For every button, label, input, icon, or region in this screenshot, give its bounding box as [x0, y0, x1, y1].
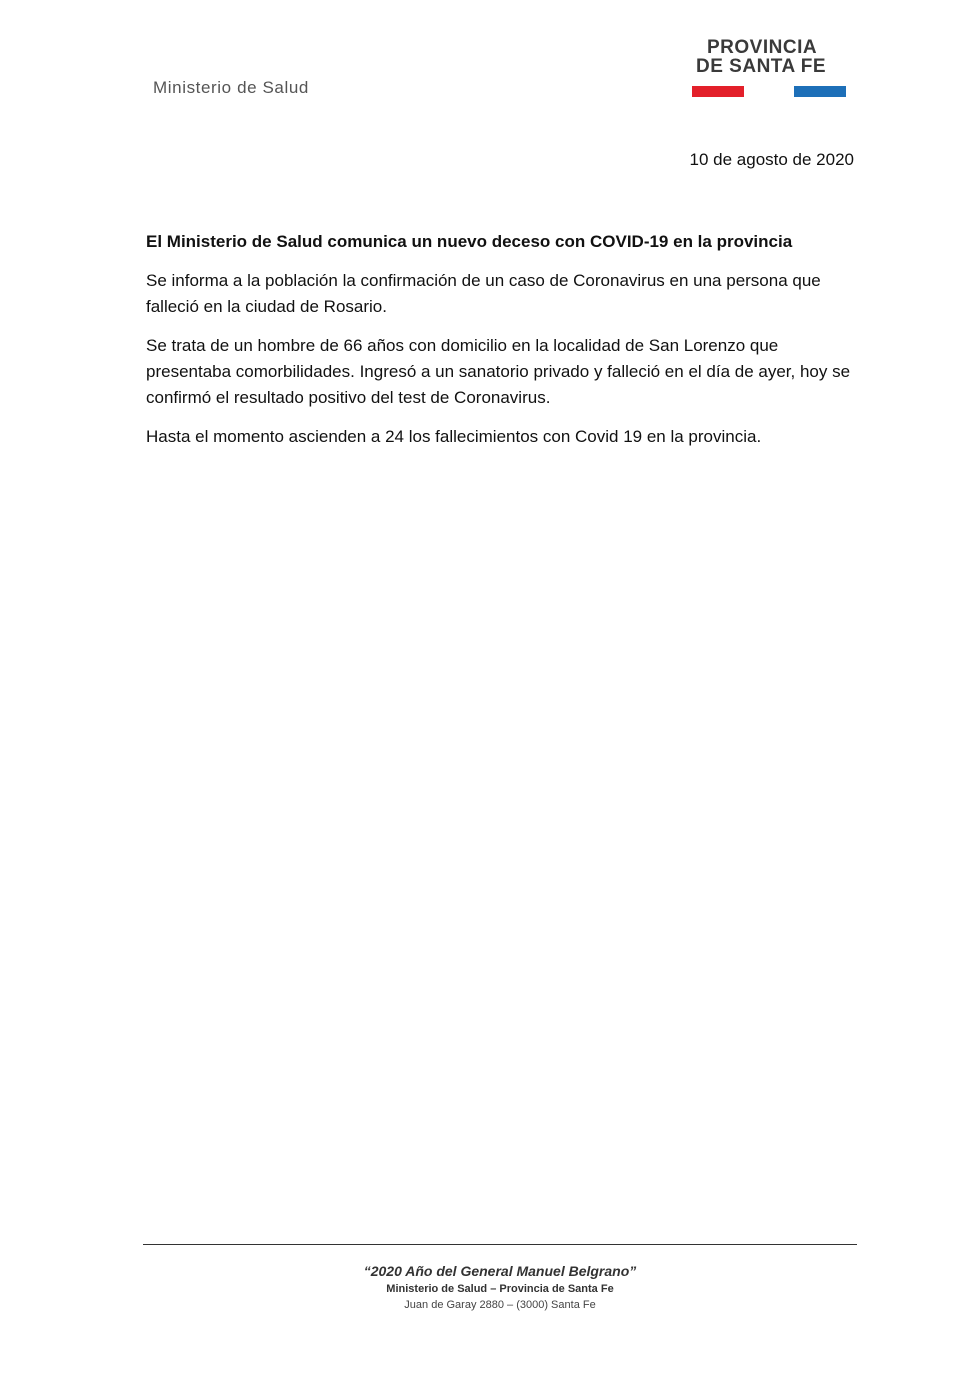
article-paragraph-1: Se informa a la población la confirmación de un caso de Coronavirus en una persona que falleció en la ciudad de Rosario.	[146, 271, 821, 316]
article-paragraph-3: Hasta el momento ascienden a 24 los fallecimientos con Covid 19 en la provincia.	[146, 427, 762, 446]
document-date: 10 de agosto de 2020	[689, 150, 854, 169]
footer-motto: “2020 Año del General Manuel Belgrano”	[363, 1263, 637, 1279]
footer-address: Juan de Garay 2880 – (3000) Santa Fe	[404, 1299, 596, 1311]
logo-red-bar	[692, 86, 744, 97]
footer	[143, 1262, 857, 1313]
footer-divider	[143, 1244, 857, 1245]
logo-line-2: DE SANTA FE	[696, 56, 827, 77]
article-body	[146, 229, 861, 463]
ministry-label: Ministerio de Salud	[153, 78, 309, 97]
footer-organization: Ministerio de Salud – Provincia de Santa Fe	[386, 1283, 614, 1295]
article-paragraph-2: Se trata de un hombre de 66 años con domicilio en la localidad de San Lorenzo que presentaba comorbilidades. Ingresó a un sanatorio privado y falleció en el día de ayer, hoy se confirmó el resultado positivo del test de Coronavirus.	[146, 336, 851, 407]
logo-blue-bar	[794, 86, 846, 97]
logo-line-1: PROVINCIA	[707, 37, 818, 58]
article-headline: El Ministerio de Salud comunica un nuevo deceso con COVID-19 en la provincia	[146, 232, 793, 251]
province-logo	[690, 38, 850, 100]
